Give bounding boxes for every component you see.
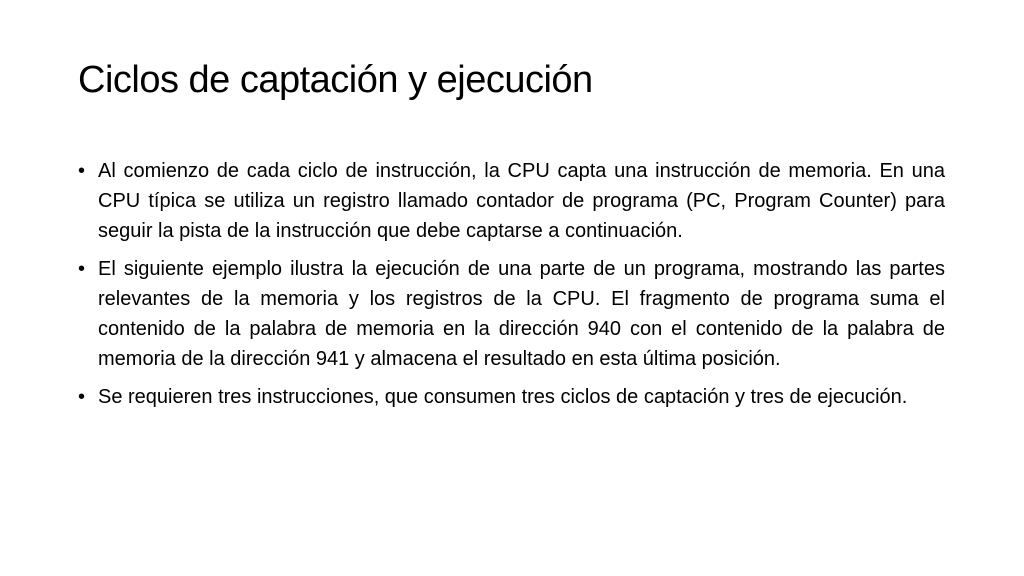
bullet-text-2: El siguiente ejemplo ilustra la ejecución de una parte de un programa, mostrando las partes relevantes de la memoria y los registros de la CPU. El fragmento de programa suma el contenido de la palabra de memoria en la dirección 940 con el contenido de la palabra de memoria de la dirección 941 y almacena el resultado en esta última posición. (98, 258, 945, 370)
bullet-item-2 (78, 254, 945, 374)
bullet-text-3: Se requieren tres instrucciones, que consumen tres ciclos de captación y tres de ejecución. (98, 386, 908, 408)
bullet-item-1 (78, 156, 945, 246)
bullet-dot-icon: • (78, 258, 86, 280)
bullet-dot-icon: • (78, 386, 86, 408)
bullet-dot-icon: • (78, 160, 86, 182)
bullet-item-3 (78, 382, 945, 412)
bullet-list (78, 156, 945, 420)
slide-title: Ciclos de captación y ejecución (78, 59, 593, 101)
bullet-text-1: Al comienzo de cada ciclo de instrucción, la CPU capta una instrucción de memoria. En una CPU típica se utiliza un registro llamado contador de programa (PC, Program Counter) para seguir la pista de la instrucción que debe captarse a continuación. (98, 160, 945, 242)
